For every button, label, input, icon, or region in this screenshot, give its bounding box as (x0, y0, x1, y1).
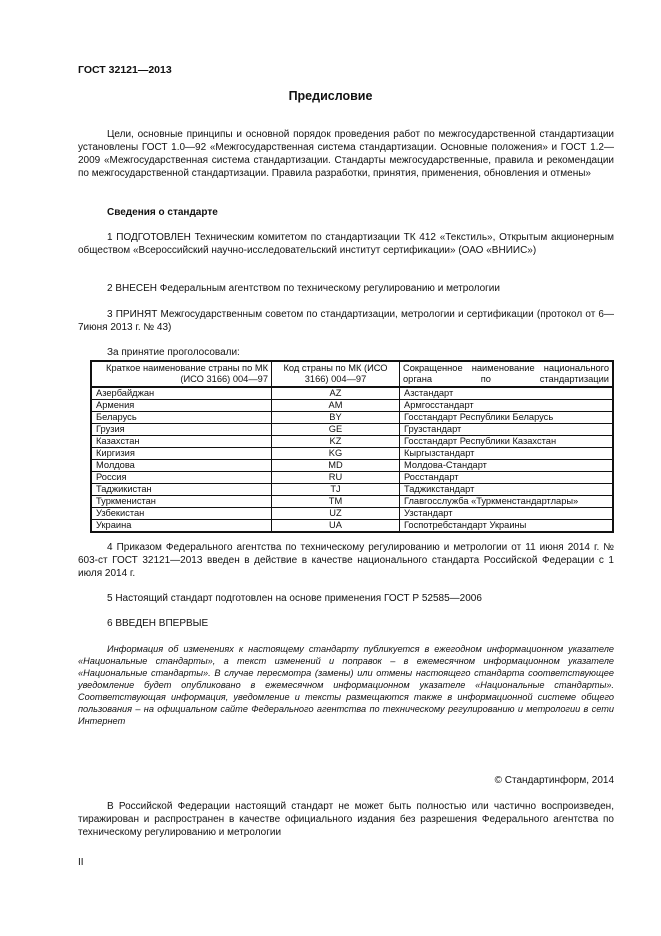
table-row (91, 387, 613, 400)
cell-body: Таджикстандарт (400, 484, 614, 496)
table-row (91, 508, 613, 520)
item-5-basis: 5 Настоящий стандарт подготовлен на основе применения ГОСТ Р 52585—2006 (107, 593, 482, 604)
cell-code: MD (272, 460, 400, 472)
info-heading: Сведения о стандарте (107, 207, 218, 218)
page-title: Предисловие (288, 89, 373, 103)
column-header-body: Сокращенное наименование национального органа по стандартизации (400, 361, 614, 387)
cell-body: Кыргызстандарт (400, 448, 614, 460)
table-body (91, 387, 613, 532)
column-header-country: Краткое наименование страны по МК (ИСО 3166) 004—97 (91, 361, 272, 387)
cell-body: Главгосслужба «Туркменстандартлары» (400, 496, 614, 508)
cell-code: KG (272, 448, 400, 460)
cell-body: Грузстандарт (400, 424, 614, 436)
cell-country: Россия (91, 472, 272, 484)
cell-code: BY (272, 412, 400, 424)
cell-country: Украина (91, 520, 272, 533)
cell-code: AM (272, 400, 400, 412)
item-3-adopted: 3 ПРИНЯТ Межгосударственным советом по стандартизации, метрологии и сертификации (протокол от 6—7июня 2013 г. № 43) (78, 309, 614, 333)
table-row (91, 448, 613, 460)
column-header-code: Код страны по МК (ИСО 3166) 004—97 (272, 361, 400, 387)
cell-country: Молдова (91, 460, 272, 472)
table-row (91, 436, 613, 448)
cell-country: Киргизия (91, 448, 272, 460)
intro-paragraph: Цели, основные принципы и основной порядок проведения работ по межгосударственной стандартизации установлены ГОСТ 1.0—92 «Межгосударственная система стандартизации. Основные положения» и ГОСТ 1.2—2009 «Межгосударственная система стандартизации. Стандарты межгосударственные, правила и рекомендации по межгосударственной стандартизации. Правила разработки, принятия, применения, обновления и отмены» (78, 129, 614, 179)
table-header-row (91, 361, 613, 387)
restriction-paragraph: В Российской Федерации настоящий стандарт не может быть полностью или частично воспроизведен, тиражирован и распространен в качестве официального издания без разрешения Федерального агентства по техническому регулированию и метрологии (78, 801, 614, 838)
cell-country: Беларусь (91, 412, 272, 424)
cell-body: Госпотребстандарт Украины (400, 520, 614, 533)
cell-country: Грузия (91, 424, 272, 436)
cell-code: UZ (272, 508, 400, 520)
cell-body: Узстандарт (400, 508, 614, 520)
voting-table (90, 360, 614, 533)
cell-code: AZ (272, 387, 400, 400)
changes-notice: Информация об изменениях к настоящему стандарту публикуется в ежегодном информационном указателе «Национальные стандарты», а текст изменений и поправок – в ежемесячном информационном указателе «Национальные стандарты». В случае пересмотра (замены) или отмены настоящего стандарта соответствующее уведомление будет опубликовано в ежемесячном информационном указателе «Национальные стандарты». Соответствующая информация, уведомление и тексты размещаются также в информационной системе общего пользования – на официальном сайте Федерального агентства по техническому регулированию и метрологии в сети Интернет (78, 644, 614, 726)
cell-code: KZ (272, 436, 400, 448)
cell-body: Азстандарт (400, 387, 614, 400)
cell-body: Армгосстандарт (400, 400, 614, 412)
item-1-prepared: 1 ПОДГОТОВЛЕН Техническим комитетом по стандартизации ТК 412 «Текстиль», Открытым акционерным обществом «Всероссийский научно-исследовательский институт сертификации» (ОАО «ВНИИС») (78, 232, 614, 256)
document-code: ГОСТ 32121—2013 (78, 64, 172, 76)
cell-code: RU (272, 472, 400, 484)
table-row (91, 412, 613, 424)
cell-code: TJ (272, 484, 400, 496)
cell-code: UA (272, 520, 400, 533)
cell-country: Туркменистан (91, 496, 272, 508)
cell-country: Азербайджан (91, 387, 272, 400)
cell-country: Армения (91, 400, 272, 412)
table-row (91, 400, 613, 412)
cell-code: GE (272, 424, 400, 436)
vote-label: За принятие проголосовали: (107, 347, 240, 358)
cell-country: Таджикистан (91, 484, 272, 496)
page-number: II (78, 857, 84, 868)
cell-country: Казахстан (91, 436, 272, 448)
cell-body: Росстандарт (400, 472, 614, 484)
table-row (91, 484, 613, 496)
cell-code: TM (272, 496, 400, 508)
table-row (91, 460, 613, 472)
table-row (91, 496, 613, 508)
table-row (91, 520, 613, 533)
cell-body: Госстандарт Республики Беларусь (400, 412, 614, 424)
item-4-order: 4 Приказом Федерального агентства по техническому регулированию и метрологии от 11 июня 2014 г. № 603-ст ГОСТ 32121—2013 введен в действие в качестве национального стандарта Российской Федерации с 1 июля 2014 г. (78, 542, 614, 579)
copyright: © Стандартинформ, 2014 (494, 775, 614, 786)
item-2-submitted: 2 ВНЕСЕН Федеральным агентством по техническому регулированию и метрологии (107, 283, 500, 294)
cell-body: Госстандарт Республики Казахстан (400, 436, 614, 448)
table-row (91, 424, 613, 436)
table-row (91, 472, 613, 484)
cell-country: Узбекистан (91, 508, 272, 520)
item-6-first-introduced: 6 ВВЕДЕН ВПЕРВЫЕ (107, 618, 209, 629)
cell-body: Молдова-Стандарт (400, 460, 614, 472)
